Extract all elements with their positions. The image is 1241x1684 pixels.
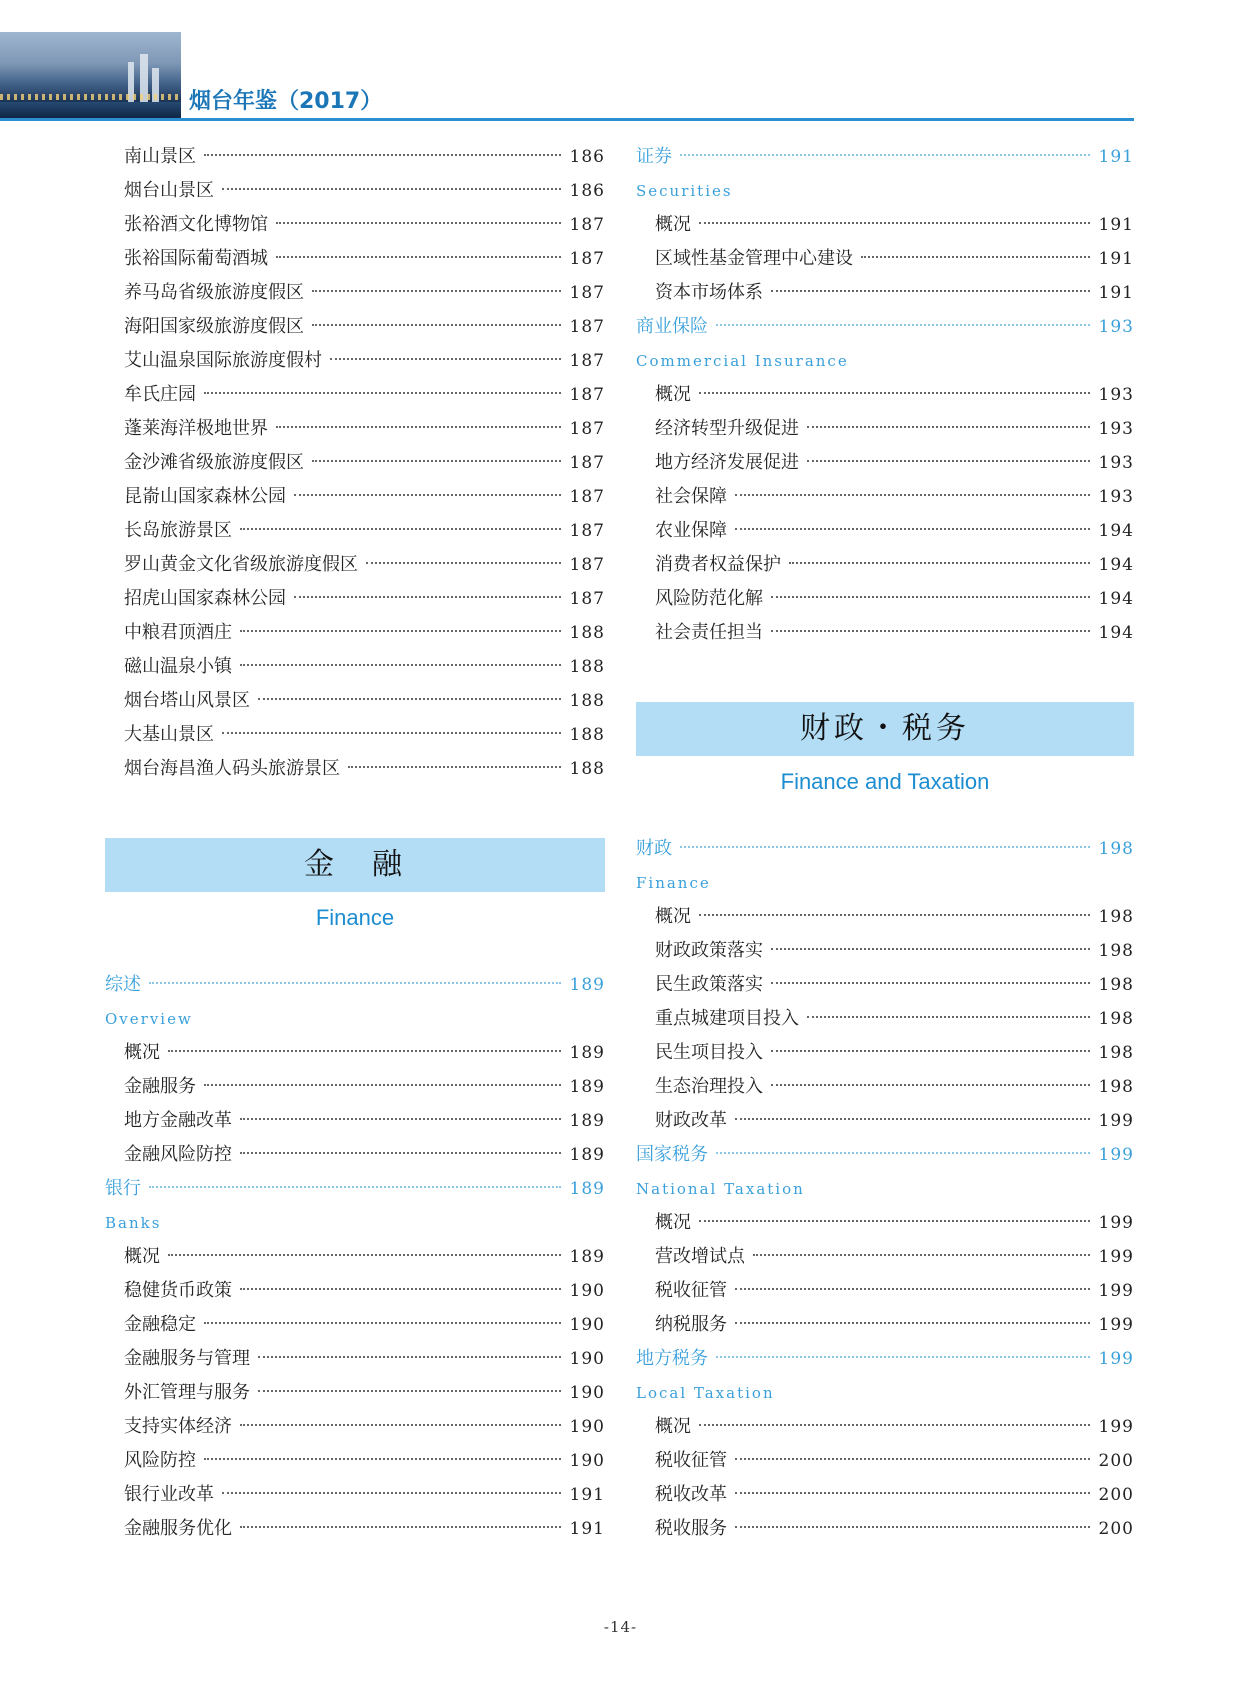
dot-leader (204, 392, 561, 394)
toc-item[interactable] (636, 900, 1134, 934)
toc-entry-label: 风险防范化解 (655, 588, 763, 609)
toc-entry-page: 200 (1098, 1451, 1134, 1471)
toc-item[interactable] (105, 412, 605, 446)
dot-leader (222, 1492, 561, 1494)
dot-leader (771, 1084, 1090, 1086)
toc-item[interactable] (105, 1104, 605, 1138)
toc-item[interactable] (105, 344, 605, 378)
toc-item[interactable] (105, 242, 605, 276)
dot-leader (735, 494, 1090, 496)
toc-entry-label: 税收征管 (655, 1280, 727, 1301)
toc-entry-page: 189 (569, 1145, 605, 1165)
toc-entry-label: 艾山温泉国际旅游度假村 (124, 350, 322, 371)
toc-item[interactable] (636, 1478, 1134, 1512)
toc-item[interactable] (636, 1104, 1134, 1138)
toc-entry-page: 190 (569, 1315, 605, 1335)
toc-entry-label: 金融稳定 (124, 1314, 196, 1335)
public-finance-section (636, 832, 1134, 1138)
dot-leader (366, 562, 561, 564)
toc-item[interactable] (105, 616, 605, 650)
toc-entry-page: 189 (569, 1247, 605, 1267)
toc-section-en-title: Commercial Insurance (636, 352, 849, 370)
toc-entry-label: 国家税务 (636, 1144, 708, 1165)
toc-entry-page: 198 (1098, 907, 1134, 927)
dot-leader (240, 1526, 561, 1528)
toc-entry-page: 187 (569, 487, 605, 507)
dot-leader (149, 1186, 561, 1188)
toc-entry-label: 地方金融改革 (124, 1110, 232, 1131)
dot-leader (771, 1050, 1090, 1052)
toc-entry-label: 资本市场体系 (655, 282, 763, 303)
header-city-photo (0, 32, 181, 120)
toc-entry-label: 税收改革 (655, 1484, 727, 1505)
dot-leader (240, 1118, 561, 1120)
toc-entry-page: 188 (569, 657, 605, 677)
toc-entry-page: 194 (1098, 555, 1134, 575)
toc-entry-label: 财政政策落实 (655, 940, 763, 961)
toc-entry-label: 民生项目投入 (655, 1042, 763, 1063)
dot-leader (735, 1458, 1090, 1460)
toc-section-heading[interactable] (636, 1342, 1134, 1376)
toc-entry-label: 概况 (655, 1416, 691, 1437)
dot-leader (276, 256, 561, 258)
toc-section-heading[interactable] (636, 140, 1134, 174)
toc-item[interactable] (636, 1512, 1134, 1546)
toc-entry-label: 概况 (655, 214, 691, 235)
toc-entry-label: 税收服务 (655, 1518, 727, 1539)
toc-item[interactable] (105, 1444, 605, 1478)
national-tax-section (636, 1138, 1134, 1342)
toc-entry-label: 金融服务与管理 (124, 1348, 250, 1369)
toc-item[interactable] (105, 718, 605, 752)
dot-leader (222, 732, 561, 734)
toc-item[interactable] (636, 1444, 1134, 1478)
dot-leader (716, 1152, 1090, 1154)
dot-leader (240, 664, 561, 666)
toc-entry-label: 生态治理投入 (655, 1076, 763, 1097)
toc-item[interactable] (636, 1002, 1134, 1036)
toc-entry-label: 金沙滩省级旅游度假区 (124, 452, 304, 473)
dot-leader (807, 460, 1090, 462)
toc-item[interactable] (636, 514, 1134, 548)
toc-entry-label: 农业保障 (655, 520, 727, 541)
dot-leader (735, 1526, 1090, 1528)
toc-item[interactable] (636, 1036, 1134, 1070)
insurance-section (636, 310, 1134, 650)
securities-section (636, 140, 1134, 310)
toc-entry-page: 190 (569, 1417, 605, 1437)
toc-entry-page: 198 (1098, 1043, 1134, 1063)
toc-item[interactable] (105, 548, 605, 582)
toc-entry-page: 189 (569, 1111, 605, 1131)
banks-section (105, 1172, 605, 1546)
toc-section-heading[interactable] (636, 832, 1134, 866)
dot-leader (699, 1220, 1090, 1222)
header-rule (0, 118, 1134, 121)
dot-leader (735, 1288, 1090, 1290)
toc-item[interactable] (105, 1240, 605, 1274)
toc-entry-page: 190 (569, 1349, 605, 1369)
dot-leader (716, 324, 1090, 326)
toc-entry-page: 191 (569, 1485, 605, 1505)
dot-leader (168, 1254, 561, 1256)
toc-entry-page: 187 (569, 419, 605, 439)
toc-entry-label: 支持实体经济 (124, 1416, 232, 1437)
toc-entry-page: 187 (569, 555, 605, 575)
toc-entry-page: 198 (1098, 1077, 1134, 1097)
toc-entry-label: 烟台山景区 (124, 180, 214, 201)
toc-entry-label: 财政改革 (655, 1110, 727, 1131)
toc-item[interactable] (636, 1070, 1134, 1104)
toc-entry-page: 187 (569, 589, 605, 609)
dot-leader (258, 1390, 561, 1392)
toc-entry-page: 199 (1098, 1111, 1134, 1131)
toc-entry-page: 187 (569, 385, 605, 405)
dot-leader (699, 914, 1090, 916)
dot-leader (258, 1356, 561, 1358)
toc-entry-page: 187 (569, 249, 605, 269)
toc-entry-page: 190 (569, 1281, 605, 1301)
toc-item[interactable] (105, 684, 605, 718)
toc-item[interactable] (636, 1308, 1134, 1342)
toc-item[interactable] (105, 1342, 605, 1376)
toc-entry-page: 189 (569, 1077, 605, 1097)
toc-entry-label: 南山景区 (124, 146, 196, 167)
dot-leader (789, 562, 1090, 564)
dot-leader (204, 1458, 561, 1460)
dot-leader (716, 1356, 1090, 1358)
dot-leader (276, 222, 561, 224)
toc-entry-page: 188 (569, 623, 605, 643)
toc-left-column (105, 140, 605, 1546)
dot-leader (699, 222, 1090, 224)
toc-entry-page: 188 (569, 759, 605, 779)
toc-entry-label: 社会责任担当 (655, 622, 763, 643)
overview-section (105, 968, 605, 1172)
toc-entry-label: 概况 (124, 1042, 160, 1063)
toc-entry-label: 烟台海昌渔人码头旅游景区 (124, 758, 340, 779)
toc-entry-label: 银行业改革 (124, 1484, 214, 1505)
dot-leader (240, 1288, 561, 1290)
toc-item[interactable] (105, 140, 605, 174)
toc-entry-label: 稳健货币政策 (124, 1280, 232, 1301)
toc-entry-page: 186 (569, 147, 605, 167)
toc-entry-page: 187 (569, 521, 605, 541)
toc-section-en-title: Finance (636, 874, 711, 892)
toc-entry-page: 191 (569, 1519, 605, 1539)
dot-leader (312, 460, 561, 462)
dot-leader (312, 324, 561, 326)
toc-entry-label: 金融服务 (124, 1076, 196, 1097)
toc-section-en-title: Local Taxation (636, 1384, 775, 1402)
toc-item[interactable] (636, 446, 1134, 480)
dot-leader (735, 1322, 1090, 1324)
toc-entry-page: 198 (1098, 975, 1134, 995)
toc-entry-label: 财政 (636, 838, 672, 859)
toc-item[interactable] (636, 480, 1134, 514)
finance-band-en: Finance (315, 905, 395, 930)
toc-item[interactable] (105, 174, 605, 208)
toc-entry-label: 张裕国际葡萄酒城 (124, 248, 268, 269)
dot-leader (204, 154, 561, 156)
toc-item[interactable] (636, 276, 1134, 310)
toc-entry-page: 199 (1098, 1145, 1134, 1165)
toc-entry-page: 194 (1098, 521, 1134, 541)
toc-entry-page: 190 (569, 1383, 605, 1403)
toc-entry-page: 187 (569, 351, 605, 371)
toc-entry-label: 昆嵛山国家森林公园 (124, 486, 286, 507)
taxation-band-title: 财政・税务 (636, 702, 1134, 756)
toc-entry-label: 罗山黄金文化省级旅游度假区 (124, 554, 358, 575)
dot-leader (699, 1424, 1090, 1426)
toc-entry-label: 商业保险 (636, 316, 708, 337)
toc-item[interactable] (636, 1206, 1134, 1240)
dot-leader (276, 426, 561, 428)
toc-entry-page: 189 (569, 1179, 605, 1199)
toc-item[interactable] (105, 1410, 605, 1444)
toc-entry-label: 概况 (655, 384, 691, 405)
toc-item[interactable] (105, 752, 605, 786)
toc-entry-page: 187 (569, 215, 605, 235)
dot-leader (735, 528, 1090, 530)
dot-leader (771, 982, 1090, 984)
toc-entry-label: 税收征管 (655, 1450, 727, 1471)
toc-entry-label: 证券 (636, 146, 672, 167)
toc-entry-page: 199 (1098, 1349, 1134, 1369)
toc-entry-label: 风险防控 (124, 1450, 196, 1471)
toc-entry-page: 199 (1098, 1247, 1134, 1267)
toc-item[interactable] (105, 1070, 605, 1104)
dot-leader (222, 188, 561, 190)
toc-item[interactable] (105, 1138, 605, 1172)
toc-item[interactable] (636, 548, 1134, 582)
toc-entry-label: 海阳国家级旅游度假区 (124, 316, 304, 337)
dot-leader (861, 256, 1090, 258)
toc-item[interactable] (636, 242, 1134, 276)
toc-entry-label: 金融风险防控 (124, 1144, 232, 1165)
toc-entry-label: 社会保障 (655, 486, 727, 507)
toc-entry-page: 188 (569, 725, 605, 745)
toc-entry-label: 经济转型升级促进 (655, 418, 799, 439)
toc-entry-page: 186 (569, 181, 605, 201)
finance-band-title: 金 融 (105, 838, 605, 892)
dot-leader (680, 154, 1090, 156)
toc-item[interactable] (105, 1036, 605, 1070)
toc-section-heading[interactable] (636, 1138, 1134, 1172)
toc-entry-label: 重点城建项目投入 (655, 1008, 799, 1029)
toc-section-en-title: National Taxation (636, 1180, 805, 1198)
toc-item[interactable] (636, 378, 1134, 412)
toc-item[interactable] (636, 412, 1134, 446)
toc-entry-page: 188 (569, 691, 605, 711)
toc-entry-label: 民生政策落实 (655, 974, 763, 995)
toc-entry-label: 中粮君顶酒庄 (124, 622, 232, 643)
toc-item[interactable] (105, 1478, 605, 1512)
toc-section-heading[interactable] (105, 1172, 605, 1206)
toc-entry-page: 189 (569, 1043, 605, 1063)
toc-item[interactable] (105, 514, 605, 548)
toc-item[interactable] (105, 378, 605, 412)
toc-entry-page: 193 (1098, 419, 1134, 439)
toc-section-en-title: Banks (105, 1214, 162, 1232)
dot-leader (807, 1016, 1090, 1018)
toc-entry-page: 187 (569, 317, 605, 337)
toc-entry-page: 199 (1098, 1315, 1134, 1335)
toc-entry-label: 大基山景区 (124, 724, 214, 745)
toc-entry-page: 194 (1098, 623, 1134, 643)
toc-entry-label: 牟氏庄园 (124, 384, 196, 405)
toc-entry-label: 地方税务 (636, 1348, 708, 1369)
yearbook-title: 烟台年鉴（2017） (189, 89, 383, 114)
toc-entry-page: 199 (1098, 1281, 1134, 1301)
page-number: -14- (603, 1618, 638, 1636)
toc-item[interactable] (636, 616, 1134, 650)
toc-entry-page: 191 (1098, 147, 1134, 167)
dot-leader (168, 1050, 561, 1052)
toc-item[interactable] (105, 1512, 605, 1546)
dot-leader (330, 358, 561, 360)
dot-leader (771, 630, 1090, 632)
toc-item[interactable] (105, 208, 605, 242)
dot-leader (735, 1492, 1090, 1494)
toc-entry-label: 招虎山国家森林公园 (124, 588, 286, 609)
toc-entry-page: 200 (1098, 1485, 1134, 1505)
toc-entry-label: 概况 (655, 906, 691, 927)
toc-entry-label: 养马岛省级旅游度假区 (124, 282, 304, 303)
dot-leader (699, 392, 1090, 394)
toc-section-heading[interactable] (636, 310, 1134, 344)
toc-entry-label: 磁山温泉小镇 (124, 656, 232, 677)
dot-leader (294, 596, 561, 598)
dot-leader (735, 1118, 1090, 1120)
toc-section-heading[interactable] (105, 968, 605, 1002)
local-tax-section (636, 1342, 1134, 1546)
toc-right-column (636, 140, 1134, 1546)
toc-entry-label: 营改增试点 (655, 1246, 745, 1267)
toc-item[interactable] (105, 650, 605, 684)
toc-entry-page: 190 (569, 1451, 605, 1471)
toc-entry-page: 194 (1098, 589, 1134, 609)
dot-leader (771, 948, 1090, 950)
dot-leader (807, 426, 1090, 428)
toc-entry-page: 187 (569, 453, 605, 473)
toc-item[interactable] (105, 1376, 605, 1410)
dot-leader (240, 1424, 561, 1426)
toc-item[interactable] (105, 446, 605, 480)
toc-entry-label: 张裕酒文化博物馆 (124, 214, 268, 235)
toc-entry-label: 区域性基金管理中心建设 (655, 248, 853, 269)
dot-leader (771, 596, 1090, 598)
toc-entry-label: 外汇管理与服务 (124, 1382, 250, 1403)
toc-section-en-title: Securities (636, 182, 733, 200)
dot-leader (753, 1254, 1090, 1256)
toc-item[interactable] (105, 1308, 605, 1342)
toc-entry-label: 蓬莱海洋极地世界 (124, 418, 268, 439)
dot-leader (204, 1322, 561, 1324)
dot-leader (294, 494, 561, 496)
toc-entry-page: 191 (1098, 249, 1134, 269)
toc-entry-label: 综述 (105, 974, 141, 995)
toc-entry-page: 193 (1098, 317, 1134, 337)
toc-entry-label: 地方经济发展促进 (655, 452, 799, 473)
toc-item[interactable] (636, 1240, 1134, 1274)
dot-leader (149, 982, 561, 984)
toc-entry-page: 191 (1098, 215, 1134, 235)
dot-leader (258, 698, 561, 700)
toc-entry-page: 198 (1098, 1009, 1134, 1029)
toc-entry-page: 199 (1098, 1213, 1134, 1233)
dot-leader (771, 290, 1090, 292)
toc-item[interactable] (105, 276, 605, 310)
dot-leader (312, 290, 561, 292)
dot-leader (240, 1152, 561, 1154)
dot-leader (348, 766, 561, 768)
toc-item[interactable] (636, 934, 1134, 968)
toc-item[interactable] (636, 1410, 1134, 1444)
dot-leader (240, 528, 561, 530)
toc-item[interactable] (636, 208, 1134, 242)
toc-item[interactable] (105, 1274, 605, 1308)
toc-item[interactable] (636, 582, 1134, 616)
toc-item[interactable] (105, 310, 605, 344)
toc-entry-page: 187 (569, 283, 605, 303)
tourism-list (105, 140, 605, 786)
toc-entry-label: 长岛旅游景区 (124, 520, 232, 541)
toc-entry-page: 191 (1098, 283, 1134, 303)
toc-entry-label: 概况 (124, 1246, 160, 1267)
toc-entry-page: 200 (1098, 1519, 1134, 1539)
toc-entry-label: 金融服务优化 (124, 1518, 232, 1539)
toc-entry-page: 198 (1098, 839, 1134, 859)
toc-entry-page: 198 (1098, 941, 1134, 961)
toc-entry-page: 189 (569, 975, 605, 995)
toc-item[interactable] (105, 582, 605, 616)
dot-leader (240, 630, 561, 632)
toc-entry-label: 概况 (655, 1212, 691, 1233)
toc-entry-label: 烟台塔山风景区 (124, 690, 250, 711)
toc-entry-page: 193 (1098, 385, 1134, 405)
toc-entry-page: 193 (1098, 453, 1134, 473)
dot-leader (680, 846, 1090, 848)
toc-section-en-title: Overview (105, 1010, 193, 1028)
toc-item[interactable] (636, 1274, 1134, 1308)
toc-entry-page: 193 (1098, 487, 1134, 507)
toc-entry-label: 消费者权益保护 (655, 554, 781, 575)
toc-item[interactable] (636, 968, 1134, 1002)
taxation-band-en: Finance and Taxation (780, 769, 990, 794)
toc-entry-page: 199 (1098, 1417, 1134, 1437)
toc-entry-label: 纳税服务 (655, 1314, 727, 1335)
dot-leader (204, 1084, 561, 1086)
toc-item[interactable] (105, 480, 605, 514)
toc-entry-label: 银行 (105, 1178, 141, 1199)
